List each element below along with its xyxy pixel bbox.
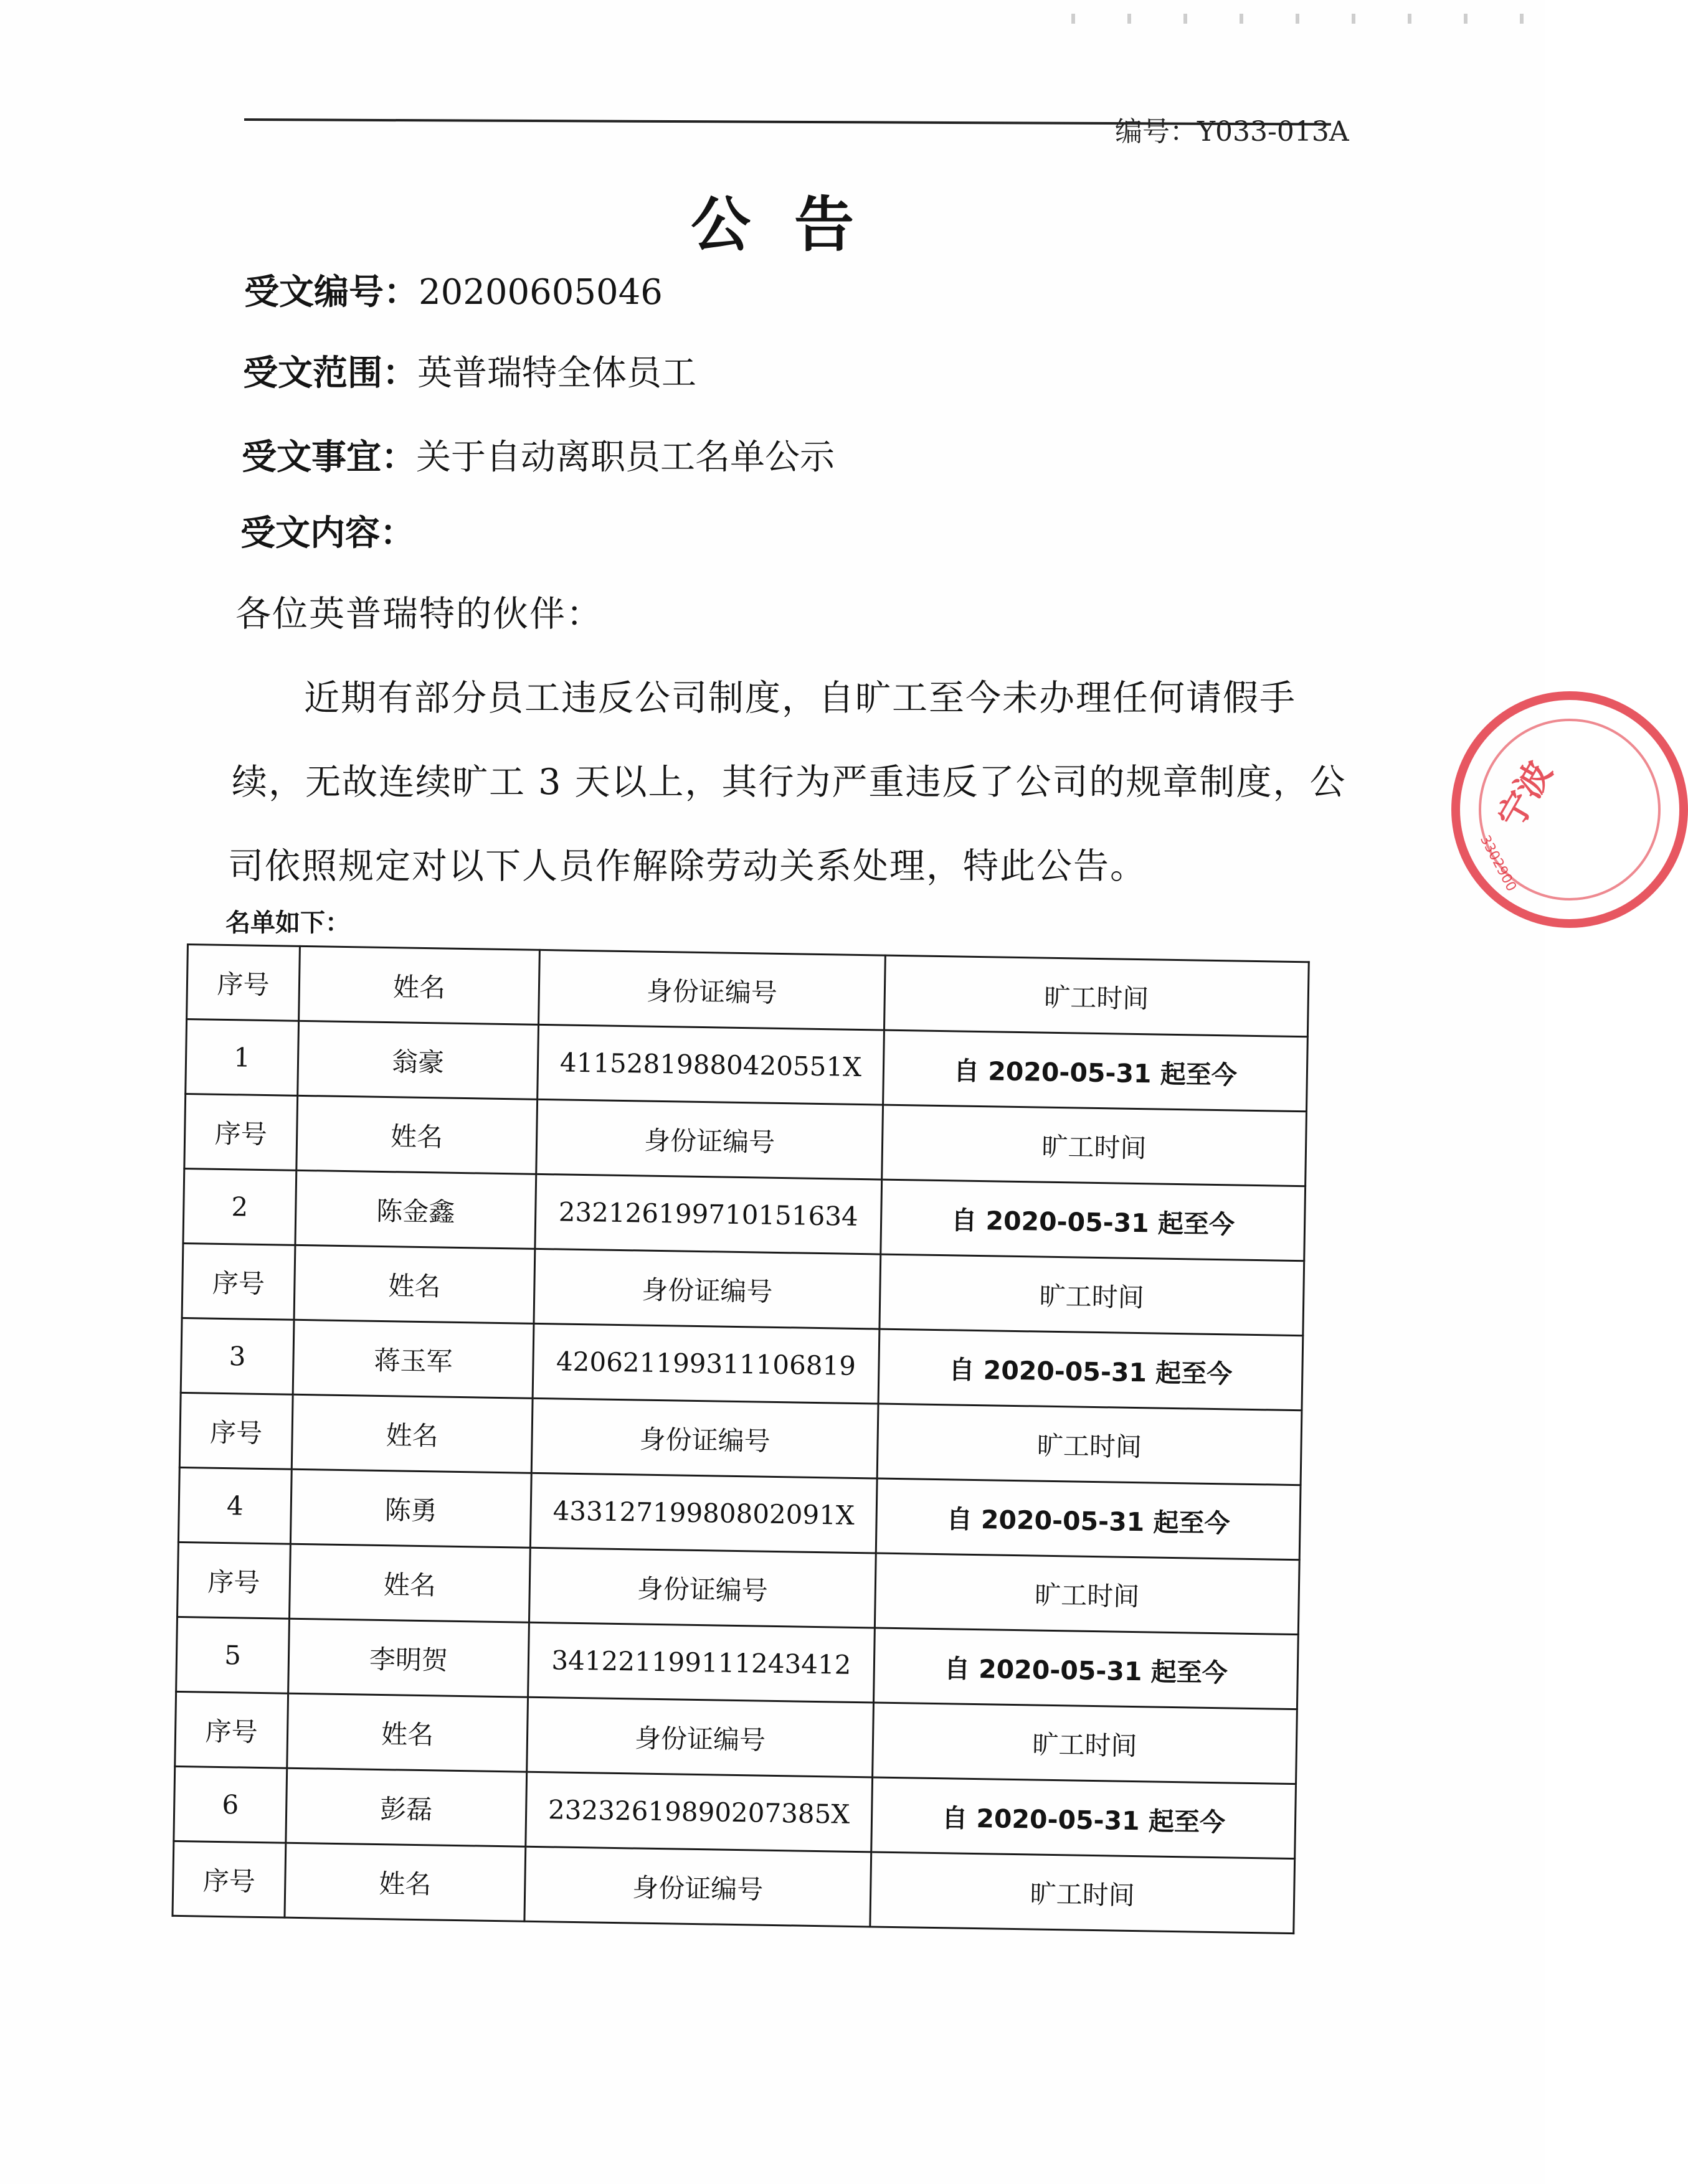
cell-time: 自 2020-05-31 起至今 <box>878 1329 1303 1411</box>
column-header-time: 旷工时间 <box>870 1852 1295 1934</box>
cell-id: 232126199710151634 <box>535 1174 882 1254</box>
cell-name: 陈勇 <box>290 1469 531 1548</box>
column-header-name: 姓名 <box>294 1245 535 1323</box>
cell-name: 蒋玉军 <box>293 1320 534 1398</box>
scan-artifact <box>1046 14 1545 24</box>
cell-time: 自 2020-05-31 起至今 <box>873 1628 1298 1709</box>
cell-name: 陈金鑫 <box>295 1170 536 1249</box>
column-header-time: 旷工时间 <box>884 955 1309 1037</box>
cell-id: 43312719980802091X <box>530 1473 877 1553</box>
roster-table <box>171 943 1309 1934</box>
column-header-name: 姓名 <box>289 1544 530 1622</box>
field-value: 英普瑞特全体员工 <box>417 353 696 394</box>
field-value: 20200605046 <box>419 272 663 313</box>
column-header-time: 旷工时间 <box>880 1254 1304 1336</box>
column-header-name: 姓名 <box>296 1095 538 1174</box>
cell-time: 自 2020-05-31 起至今 <box>871 1777 1296 1859</box>
field-document-number <box>244 265 663 314</box>
roster-table-wrap <box>171 943 1307 1934</box>
list-title: 名单如下： <box>225 909 350 937</box>
column-header-id: 身份证编号 <box>534 1249 881 1329</box>
cell-id: 41152819880420551X <box>538 1024 884 1105</box>
cell-id: 23232619890207385X <box>526 1772 873 1852</box>
cell-name: 翁豪 <box>298 1021 539 1099</box>
column-header-name: 姓名 <box>292 1394 533 1473</box>
cell-no: 5 <box>176 1617 290 1693</box>
field-label: 受文范围： <box>243 353 417 394</box>
field-label: 受文事宜： <box>242 437 416 478</box>
cell-id: 420621199311106819 <box>533 1323 880 1404</box>
document-code: 编号：Y033-013A <box>1115 116 1349 148</box>
company-seal-stamp <box>1451 691 1688 928</box>
cell-name: 李明贺 <box>288 1619 529 1697</box>
cell-no: 4 <box>178 1467 292 1544</box>
column-header-id: 身份证编号 <box>531 1398 878 1478</box>
cell-name: 彭磊 <box>286 1768 527 1846</box>
column-header-time: 旷工时间 <box>873 1703 1297 1784</box>
body-line: 续，无故连续旷工 3 天以上，其行为严重违反了公司的规章制度，公 <box>232 762 1347 803</box>
column-header-no: 序号 <box>175 1691 288 1768</box>
column-header-no: 序号 <box>184 1094 298 1170</box>
cell-time: 自 2020-05-31 起至今 <box>881 1179 1306 1261</box>
column-header-id: 身份证编号 <box>539 950 886 1030</box>
column-header-time: 旷工时间 <box>875 1553 1299 1635</box>
field-subject <box>242 430 835 480</box>
column-header-id: 身份证编号 <box>524 1846 871 1927</box>
column-header-name: 姓名 <box>287 1693 528 1772</box>
column-header-no: 序号 <box>182 1243 295 1320</box>
field-label: 受文内容： <box>240 513 415 554</box>
cell-no: 1 <box>186 1019 299 1096</box>
field-content <box>240 506 415 555</box>
column-header-time: 旷工时间 <box>877 1404 1302 1485</box>
field-value: 关于自动离职员工名单公示 <box>416 437 835 478</box>
column-header-id: 身份证编号 <box>527 1697 874 1777</box>
page-title: 公告 <box>691 190 898 260</box>
seal-text: 宁波 <box>1490 754 1561 835</box>
column-header-no: 序号 <box>187 945 300 1021</box>
column-header-name: 姓名 <box>285 1843 526 1921</box>
cell-time: 自 2020-05-31 起至今 <box>876 1478 1301 1560</box>
cell-no: 6 <box>174 1766 287 1843</box>
column-header-time: 旷工时间 <box>882 1105 1307 1186</box>
column-header-id: 身份证编号 <box>529 1548 876 1628</box>
body-line: 司依照规定对以下人员作解除劳动关系处理，特此公告。 <box>228 846 1147 887</box>
body-line: 近期有部分员工违反公司制度，自旷工至今未办理任何请假手 <box>304 678 1296 719</box>
cell-no: 3 <box>181 1318 294 1394</box>
cell-id: 341221199111243412 <box>528 1622 875 1703</box>
field-scope <box>243 346 696 395</box>
greeting: 各位英普瑞特的伙伴： <box>235 593 603 635</box>
cell-time: 自 2020-05-31 起至今 <box>883 1030 1308 1112</box>
column-header-no: 序号 <box>178 1542 291 1619</box>
field-label: 受文编号： <box>244 272 419 313</box>
seal-number: 3302900 <box>1476 833 1520 894</box>
column-header-no: 序号 <box>179 1392 293 1469</box>
column-header-id: 身份证编号 <box>536 1099 883 1179</box>
column-header-no: 序号 <box>173 1841 286 1917</box>
cell-no: 2 <box>183 1168 296 1245</box>
column-header-name: 姓名 <box>299 946 540 1024</box>
